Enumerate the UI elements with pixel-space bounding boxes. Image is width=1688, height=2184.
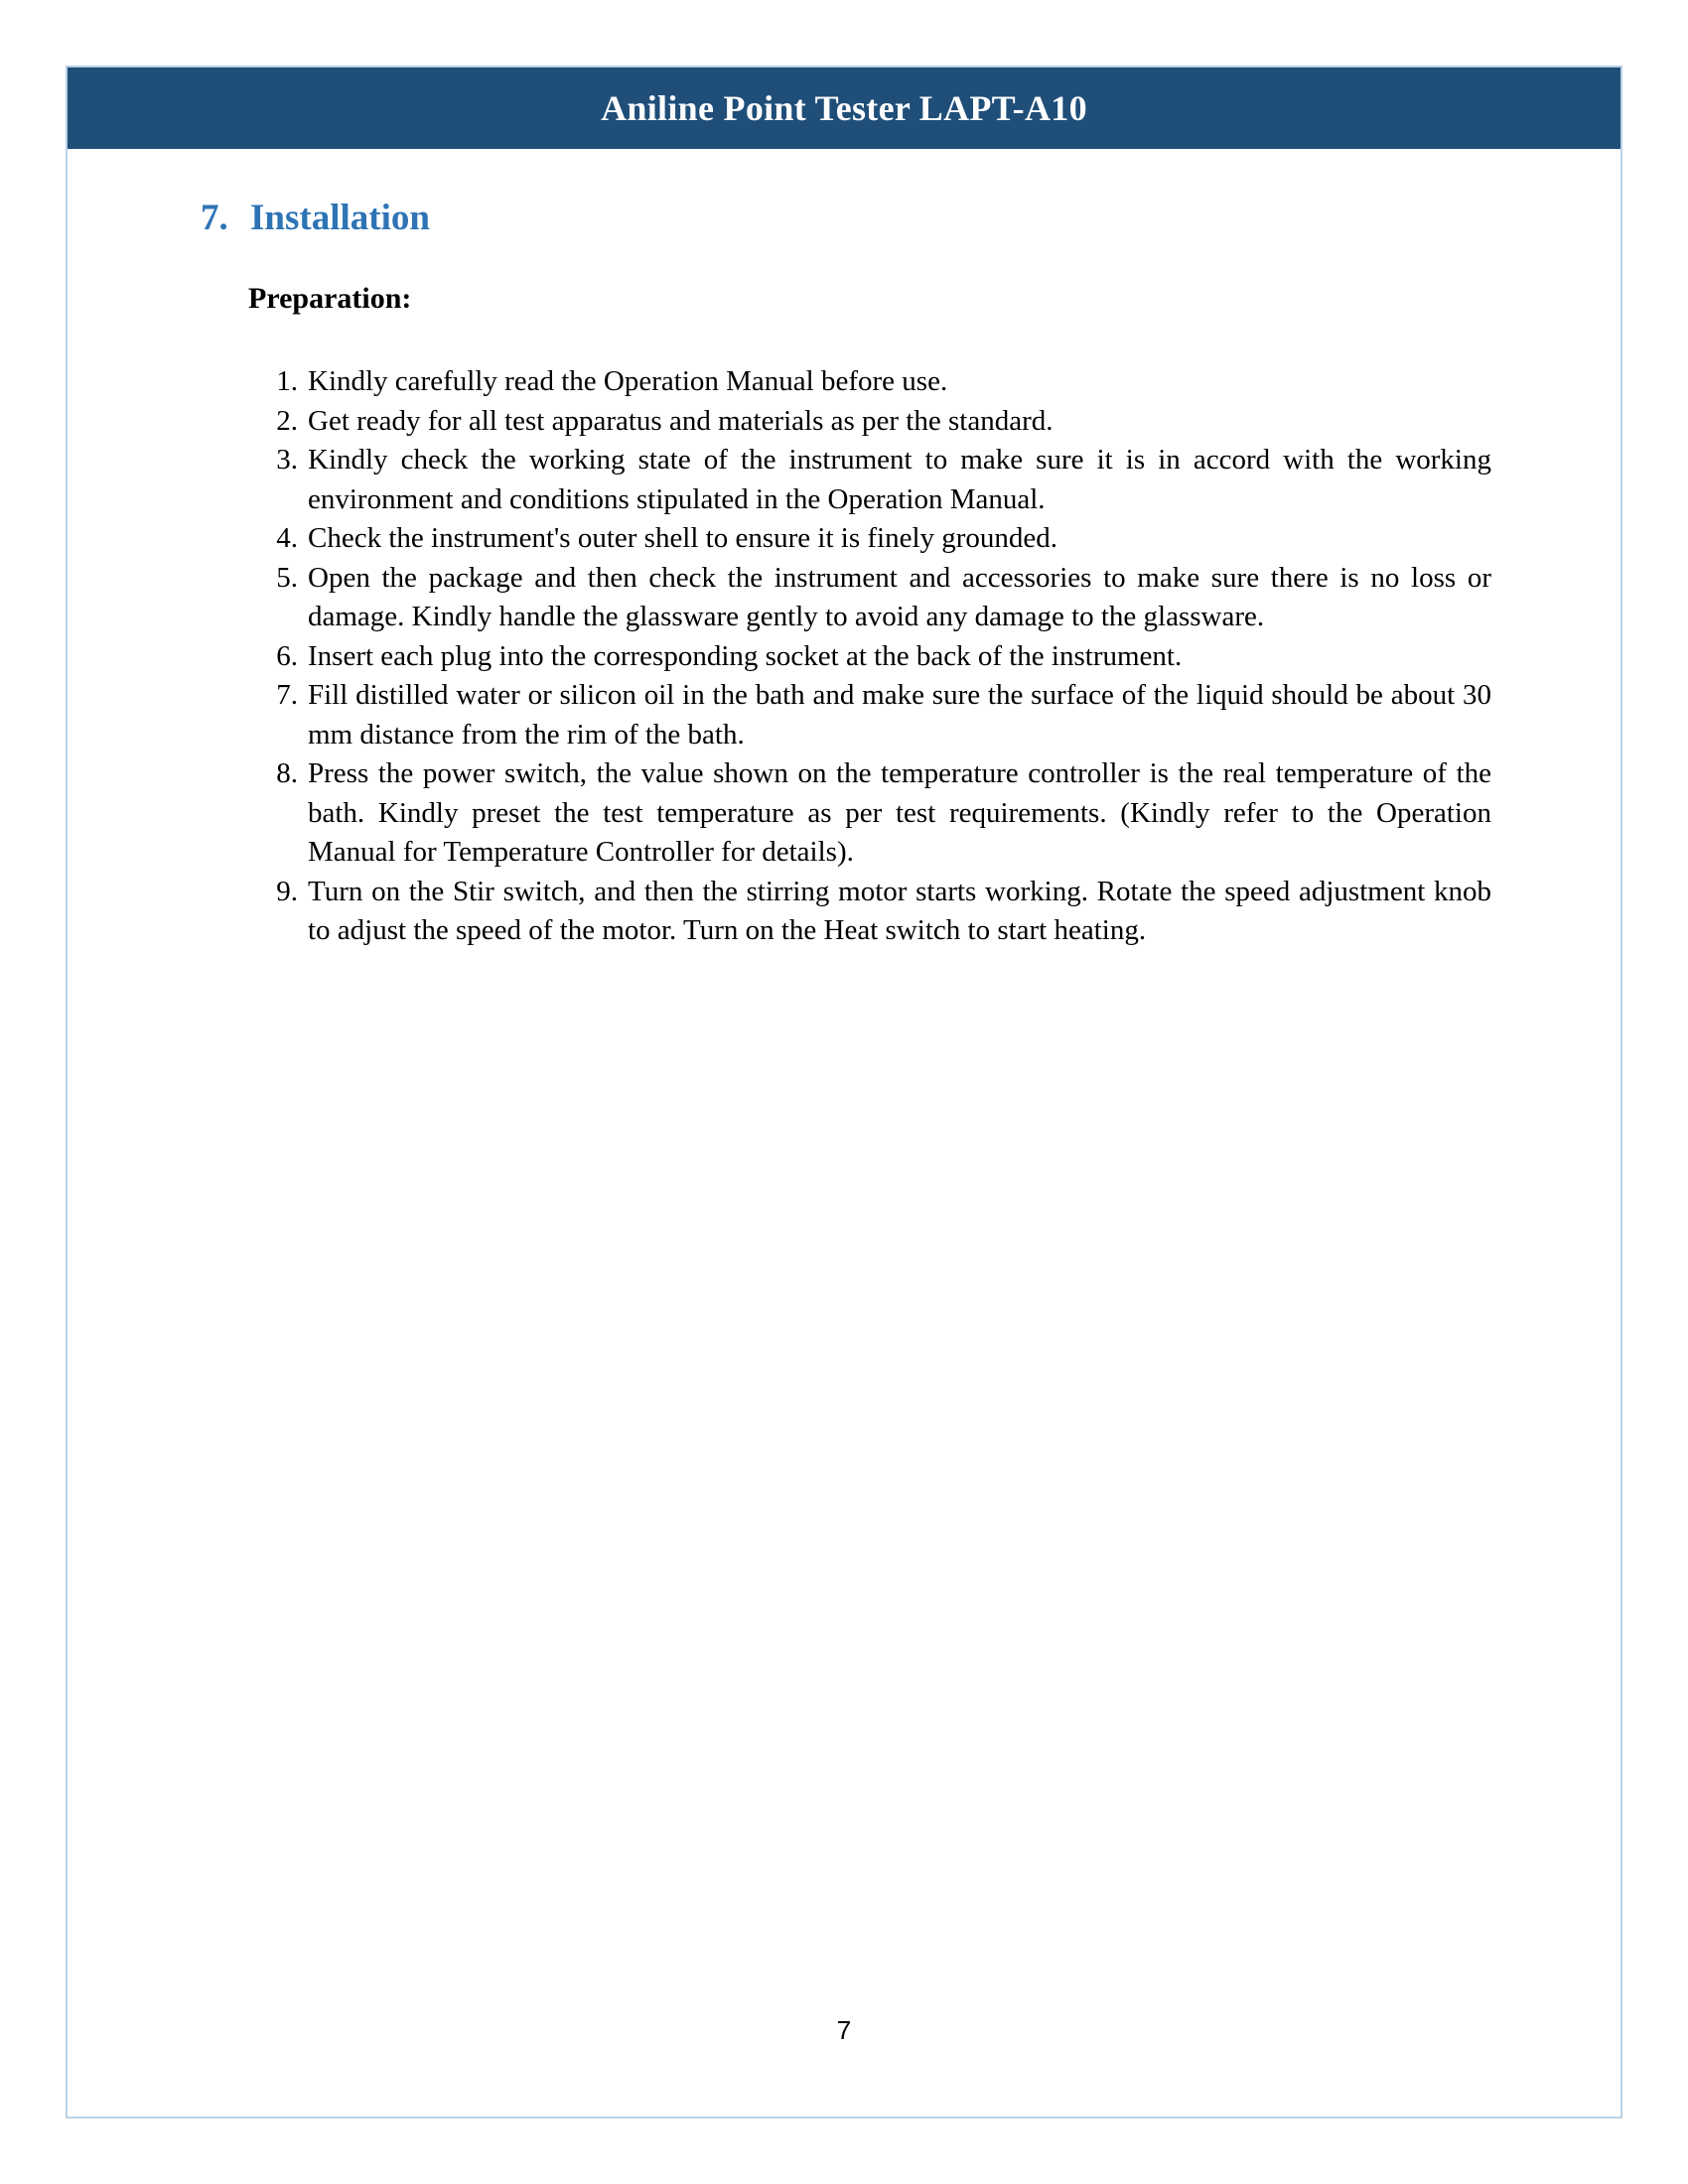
page-number: 7 bbox=[836, 2015, 852, 2045]
document-header bbox=[68, 68, 1620, 149]
step-text: Open the package and then check the instrument and accessories to make sure there is no loss or damage. Kindly handle the glassware gently to avoid any damage to the glassware. bbox=[308, 561, 1491, 632]
list-item bbox=[248, 873, 1491, 951]
step-number: 9. bbox=[276, 875, 298, 907]
list-item bbox=[248, 519, 1491, 559]
document-title: Aniline Point Tester LAPT-A10 bbox=[601, 88, 1087, 128]
step-text: Press the power switch, the value shown on the temperature controller is the real temperature of the bath. Kindly preset the test temperature as per test requirements. (Kindly refer to the Operation Manual for Temperature Controller for details). bbox=[308, 757, 1491, 868]
preparation-subheading: Preparation: bbox=[248, 282, 412, 315]
step-number: 6. bbox=[276, 639, 298, 672]
step-text: Turn on the Stir switch, and then the stirring motor starts working. Rotate the speed adjustment knob to adjust the speed of the motor. Turn on the Heat switch to start heating. bbox=[308, 875, 1491, 946]
preparation-steps-list bbox=[248, 362, 1491, 951]
step-number: 2. bbox=[276, 404, 298, 437]
step-text: Insert each plug into the corresponding socket at the back of the instrument. bbox=[308, 639, 1183, 672]
step-text: Check the instrument's outer shell to ensure it is finely grounded. bbox=[308, 522, 1058, 554]
list-item bbox=[248, 362, 1491, 402]
list-item bbox=[248, 637, 1491, 677]
step-number: 8. bbox=[276, 757, 298, 789]
list-item bbox=[248, 559, 1491, 637]
step-text: Kindly check the working state of the instrument to make sure it is in accord with the working environment and conditions stipulated in the Operation Manual. bbox=[308, 444, 1491, 515]
step-text: Get ready for all test apparatus and materials as per the standard. bbox=[308, 404, 1054, 437]
step-number: 1. bbox=[276, 365, 298, 397]
step-number: 7. bbox=[276, 679, 298, 711]
step-number: 5. bbox=[276, 561, 298, 594]
list-item bbox=[248, 441, 1491, 519]
section-number: 7. bbox=[201, 198, 228, 238]
list-item bbox=[248, 402, 1491, 442]
step-number: 3. bbox=[276, 444, 298, 476]
list-item bbox=[248, 676, 1491, 754]
step-text: Fill distilled water or silicon oil in the bath and make sure the surface of the liquid should be about 30 mm distance from the rim of the bath. bbox=[308, 679, 1491, 751]
list-item bbox=[248, 754, 1491, 873]
step-number: 4. bbox=[276, 522, 298, 554]
section-heading bbox=[201, 197, 430, 239]
step-text: Kindly carefully read the Operation Manual before use. bbox=[308, 365, 948, 397]
section-title: Installation bbox=[250, 198, 430, 238]
